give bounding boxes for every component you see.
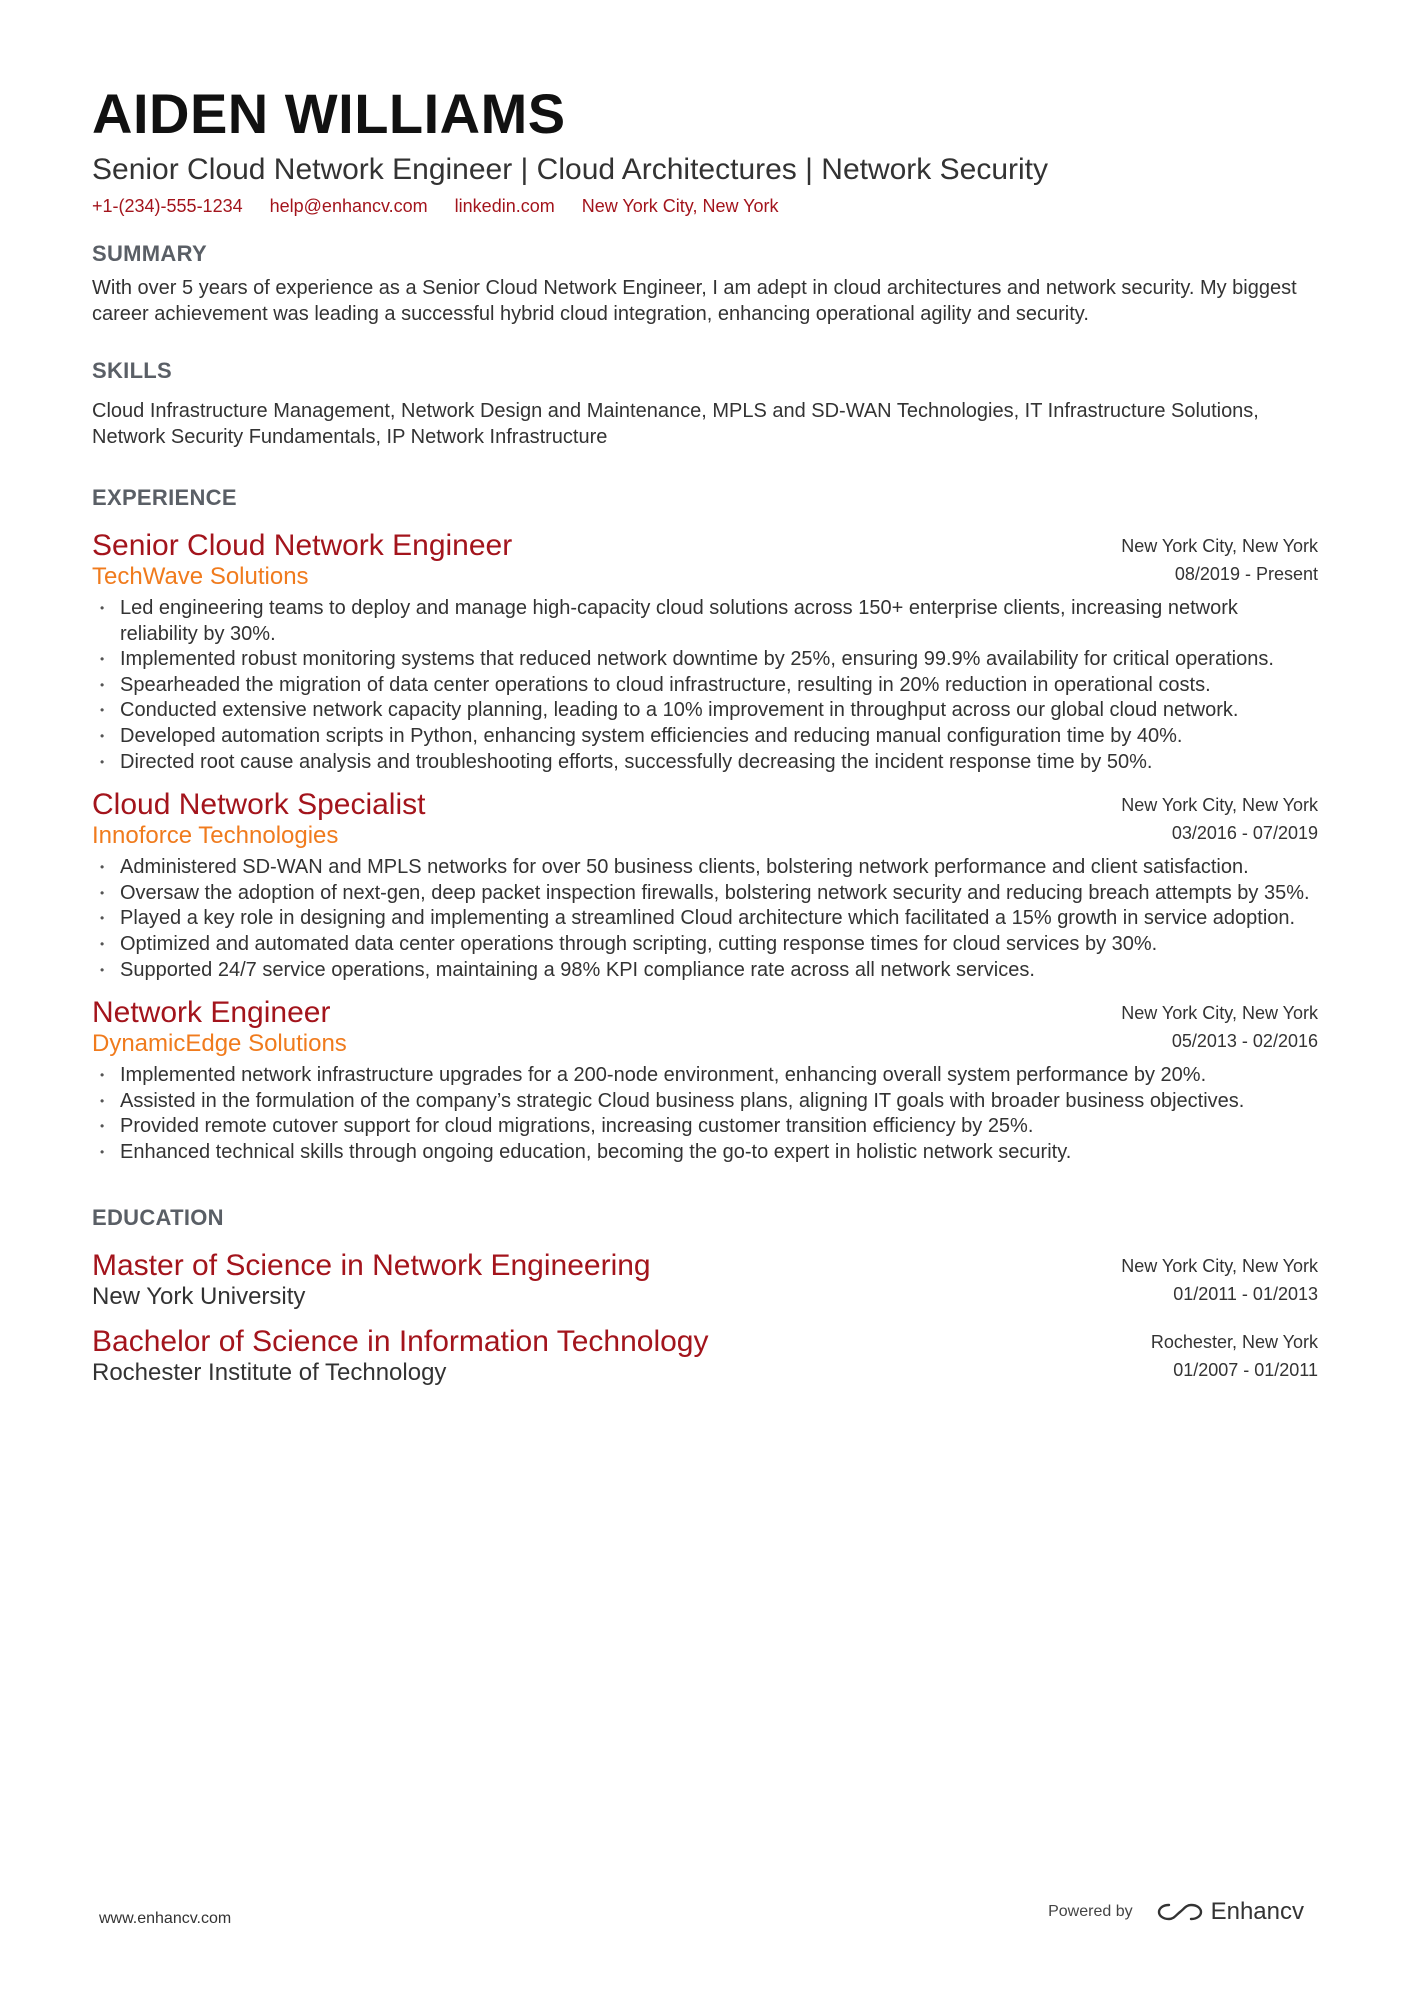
footer-website[interactable]: www.enhancv.com xyxy=(99,1910,232,1927)
experience-heading: EXPERIENCE xyxy=(92,485,237,510)
education-meta xyxy=(1151,1324,1318,1380)
summary-text: With over 5 years of experience as a Senior Cloud Network Engineer, I am adept in cloud architectures and network security. My biggest career achievement was leading a successful hybrid cloud integration, enhancing operational agility and security. xyxy=(92,277,1297,325)
bullet-item: • Conducted extensive network capacity planning, leading to a 10% improvement in throughput across our global cloud network. xyxy=(92,698,1318,724)
candidate-title: Senior Cloud Network Engineer | Cloud Architectures | Network Security xyxy=(92,153,1049,186)
job-bullets xyxy=(92,596,1318,775)
experience-entry xyxy=(92,528,1318,775)
job-role: Network Engineer xyxy=(92,996,331,1030)
job-bullets xyxy=(92,855,1318,983)
job-dates: 05/2013 - 02/2016 xyxy=(1171,1031,1318,1052)
contact-linkedin[interactable]: linkedin.com xyxy=(454,196,555,216)
degree: Bachelor of Science in Information Technology xyxy=(92,1324,709,1358)
experience-list xyxy=(92,528,1318,1166)
job-dates: 08/2019 - Present xyxy=(1174,564,1318,584)
candidate-name: AIDEN WILLIAMS xyxy=(92,82,566,145)
bullet-item: • Directed root cause analysis and troubleshooting efforts, successfully decreasing the incident response time by 50%. xyxy=(92,750,1318,776)
bullet-item: • Implemented robust monitoring systems that reduced network downtime by 25%, ensuring 99.9% availability for critical operations. xyxy=(92,647,1318,673)
education-dates: 01/2007 - 01/2011 xyxy=(1173,1359,1318,1380)
education-entry xyxy=(92,1324,1318,1388)
job-meta xyxy=(1121,787,1318,843)
job-location: New York City, New York xyxy=(1121,536,1318,556)
contact-email[interactable]: help@enhancv.com xyxy=(269,196,428,216)
summary-heading: SUMMARY xyxy=(92,241,207,266)
enhancv-logo-icon xyxy=(1157,1901,1203,1923)
contact-line xyxy=(92,194,1318,218)
education-entry xyxy=(92,1248,1318,1312)
job-meta xyxy=(1121,995,1318,1051)
contact-location: New York City, New York xyxy=(581,196,779,216)
bullet-item: • Assisted in the formulation of the company’s strategic Cloud business plans, aligning IT goals with broader business objectives. xyxy=(92,1089,1318,1115)
footer-branding xyxy=(1048,1898,1304,1926)
job-dates: 03/2016 - 07/2019 xyxy=(1171,823,1318,844)
bullet-item: • Played a key role in designing and implementing a streamlined Cloud architecture which facilitated a 15% growth in service adoption. xyxy=(92,906,1318,932)
education-meta xyxy=(1121,1248,1318,1304)
bullet-item: • Implemented network infrastructure upgrades for a 200-node environment, enhancing overall system performance by 20%. xyxy=(92,1063,1318,1089)
bullet-item: • Oversaw the adoption of next-gen, deep packet inspection firewalls, bolstering network security and reducing breach attempts by 35%. xyxy=(92,881,1318,907)
education-heading: EDUCATION xyxy=(92,1204,224,1230)
bullet-item: • Administered SD-WAN and MPLS networks for over 50 business clients, bolstering network performance and client satisfaction. xyxy=(92,855,1318,881)
degree: Master of Science in Network Engineering xyxy=(92,1248,651,1282)
job-role: Senior Cloud Network Engineer xyxy=(92,529,513,562)
experience-entry xyxy=(92,995,1318,1165)
job-company: DynamicEdge Solutions xyxy=(92,1030,347,1058)
bullet-item: • Enhanced technical skills through ongoing education, becoming the go-to expert in holistic network security. xyxy=(92,1140,1318,1166)
job-company: Innoforce Technologies xyxy=(92,822,339,850)
skills-heading: SKILLS xyxy=(92,358,173,383)
job-company: TechWave Solutions xyxy=(92,563,309,590)
powered-by-label: Powered by xyxy=(1048,1903,1133,1920)
job-location: New York City, New York xyxy=(1121,795,1318,816)
contact-phone[interactable]: +1-(234)-555-1234 xyxy=(92,196,243,216)
job-role: Cloud Network Specialist xyxy=(92,788,426,822)
school-name: New York University xyxy=(92,1282,306,1310)
education-list xyxy=(92,1248,1318,1388)
bullet-item: • Supported 24/7 service operations, maintaining a 98% KPI compliance rate across all network services. xyxy=(92,958,1318,984)
education-dates: 01/2011 - 01/2013 xyxy=(1173,1283,1318,1304)
bullet-item: • Led engineering teams to deploy and manage high-capacity cloud solutions across 150+ enterprise clients, increasing network reliability by 30%. xyxy=(92,596,1318,647)
job-meta xyxy=(1121,528,1318,584)
bullet-item: • Developed automation scripts in Python, enhancing system efficiencies and reducing manual configuration time by 40%. xyxy=(92,724,1318,750)
experience-entry xyxy=(92,787,1318,983)
bullet-item: • Provided remote cutover support for cloud migrations, increasing customer transition efficiency by 25%. xyxy=(92,1114,1318,1140)
header xyxy=(92,82,1318,218)
skills-text: Cloud Infrastructure Management, Network Design and Maintenance, MPLS and SD-WAN Technologies, IT Infrastructure Solutions, Network Security Fundamentals, IP Network Infrastructure xyxy=(92,400,1259,448)
job-location: New York City, New York xyxy=(1121,1003,1318,1024)
enhancv-brand[interactable] xyxy=(1157,1898,1304,1926)
job-bullets xyxy=(92,1063,1318,1165)
school-name: Rochester Institute of Technology xyxy=(92,1358,447,1386)
brand-name: Enhancv xyxy=(1210,1898,1304,1925)
bullet-item: • Spearheaded the migration of data center operations to cloud infrastructure, resulting in 20% reduction in operational costs. xyxy=(92,673,1318,699)
bullet-item: • Optimized and automated data center operations through scripting, cutting response times for cloud services by 30%. xyxy=(92,932,1318,958)
education-location: New York City, New York xyxy=(1121,1255,1318,1276)
education-location: Rochester, New York xyxy=(1150,1331,1318,1352)
